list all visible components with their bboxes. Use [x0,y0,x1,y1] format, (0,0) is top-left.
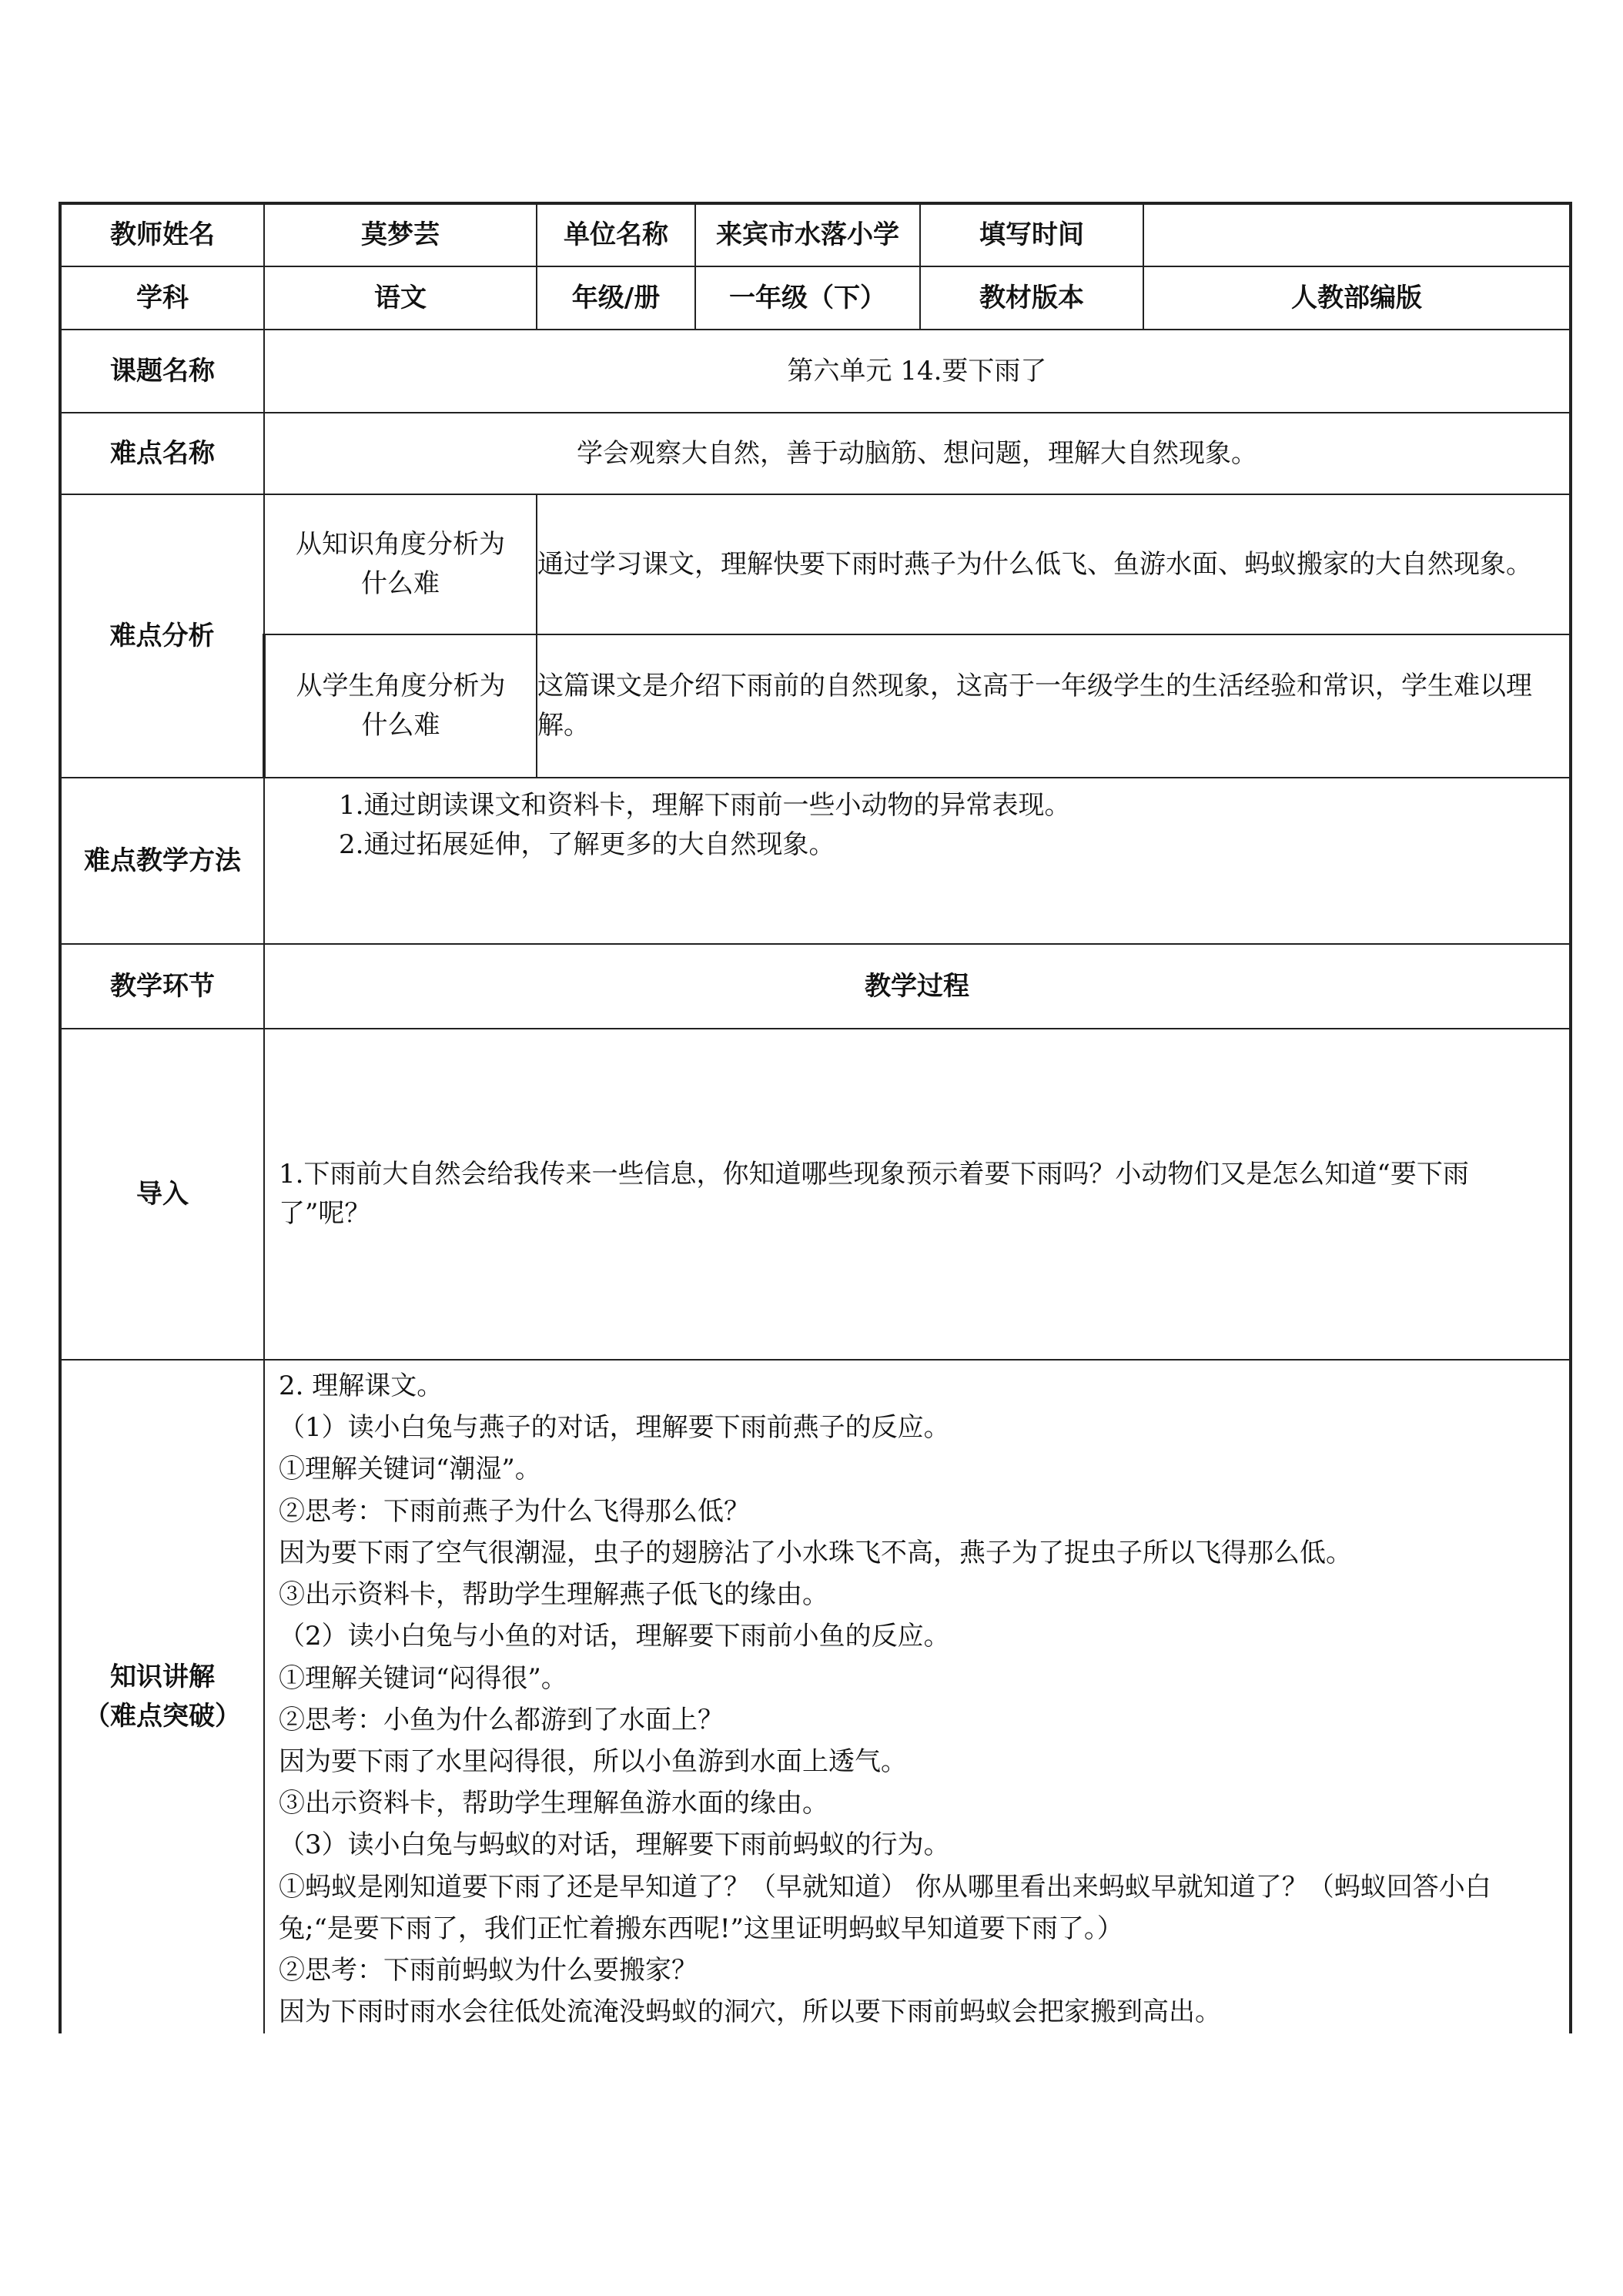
knowledge-angle-text: 通过学习课文，理解快要下雨时燕子为什么低飞、鱼游水面、蚂蚁搬家的大自然现象。 [537,494,1571,634]
edition-value: 人教部编版 [1143,266,1571,330]
knowledge-line: 因为要下雨了水里闷得很，所以小鱼游到水面上透气。 [279,1745,907,1777]
student-angle-text: 这篇课文是介绍下雨前的自然现象，这高于一年级学生的生活经验和常识，学生难以理解。 [537,634,1571,778]
student-angle-label-line-2: 什么难 [361,710,440,741]
knowledge-angle-label [264,494,537,634]
lesson-plan-table [59,202,1572,2033]
header-row-1 [60,203,1571,266]
teacher-name-value: 莫梦芸 [264,203,537,266]
knowledge-label [60,1360,264,2033]
knowledge-label-line-1: 知识讲解 [110,1661,215,1692]
knowledge-line: ③出示资料卡，帮助学生理解鱼游水面的缘由。 [279,1788,828,1819]
knowledge-line: ①理解关键词“闷得很”。 [279,1662,567,1694]
knowledge-line: （1）读小白兔与燕子的对话，理解要下雨前燕子的反应。 [279,1412,950,1444]
fill-date-value [1143,203,1571,266]
knowledge-line: ②思考：小鱼为什么都游到了水面上？ [279,1704,724,1735]
teaching-stage-label: 教学环节 [60,944,264,1029]
knowledge-line: ③出示资料卡，帮助学生理解燕子低飞的缘由。 [279,1579,828,1611]
knowledge-line: 因为要下雨了空气很潮湿，虫子的翅膀沾了小水珠飞不高，燕子为了捉虫子所以飞得那么低。 [279,1537,1352,1568]
intro-label: 导入 [60,1029,264,1360]
topic-value: 第六单元 14.要下雨了 [264,330,1571,413]
knowledge-line: ②思考：下雨前燕子为什么飞得那么低？ [279,1495,750,1527]
method-item: 2.通过拓展延伸，了解更多的大自然现象。 [339,829,835,860]
intro-text: 1.下雨前大自然会给我传来一些信息，你知道哪些现象预示着要下雨吗？小动物们又是怎么知道“要下雨了”呢？ [264,1029,1571,1360]
knowledge-line: 因为下雨时雨水会往低处流淹没蚂蚁的洞穴，所以要下雨前蚂蚁会把家搬到高出。 [279,1996,1221,2028]
knowledge-line: （3）读小白兔与蚂蚁的对话，理解要下雨前蚂蚁的行为。 [279,1829,950,1861]
knowledge-line: ①蚂蚁是刚知道要下雨了还是早知道了？（早就知道） 你从哪里看出来蚂蚁早就知道了？（蚂蚁回答小白兔;“是要下雨了，我们正忙着搬东西呢!”这里证明蚂蚁早知道要下雨了。） [279,1871,1491,1944]
grade-label: 年级/册 [537,266,695,330]
analysis-row-student [60,634,1571,778]
difficulty-value: 学会观察大自然，善于动脑筋、想问题，理解大自然现象。 [264,413,1571,494]
intro-row [60,1029,1571,1360]
method-row [60,778,1571,944]
topic-label: 课题名称 [60,330,264,413]
teaching-process-label: 教学过程 [264,944,1571,1029]
teacher-name-label: 教师姓名 [60,203,264,266]
knowledge-line: （2）读小白兔与小鱼的对话，理解要下雨前小鱼的反应。 [279,1621,950,1652]
method-label: 难点教学方法 [60,778,264,944]
method-content [264,778,1571,944]
knowledge-row [60,1360,1571,2033]
edition-label: 教材版本 [920,266,1143,330]
subject-value: 语文 [264,266,537,330]
header-row-2 [60,266,1571,330]
subject-label: 学科 [60,266,264,330]
knowledge-angle-label-line-2: 什么难 [361,568,440,599]
knowledge-line: 2. 理解课文。 [279,1371,443,1401]
analysis-row-knowledge [60,494,1571,634]
difficulty-label: 难点名称 [60,413,264,494]
student-angle-label [264,634,537,778]
grade-value: 一年级（下） [695,266,920,330]
unit-name-value: 来宾市水落小学 [695,203,920,266]
method-item: 1.通过朗读课文和资料卡，理解下雨前一些小动物的异常表现。 [339,790,1071,821]
knowledge-line: ②思考：下雨前蚂蚁为什么要搬家？ [279,1955,698,1986]
knowledge-line: ①理解关键词“潮湿”。 [279,1454,541,1485]
knowledge-label-line-2: （难点突破） [84,1700,241,1732]
student-angle-label-line-1: 从学生角度分析为 [296,671,506,701]
topic-row [60,330,1571,413]
fill-date-label: 填写时间 [920,203,1143,266]
analysis-label: 难点分析 [60,494,264,778]
knowledge-angle-label-line-1: 从知识角度分析为 [296,529,505,560]
difficulty-row [60,413,1571,494]
knowledge-content [264,1360,1571,2033]
unit-name-label: 单位名称 [537,203,695,266]
process-header-row [60,944,1571,1029]
